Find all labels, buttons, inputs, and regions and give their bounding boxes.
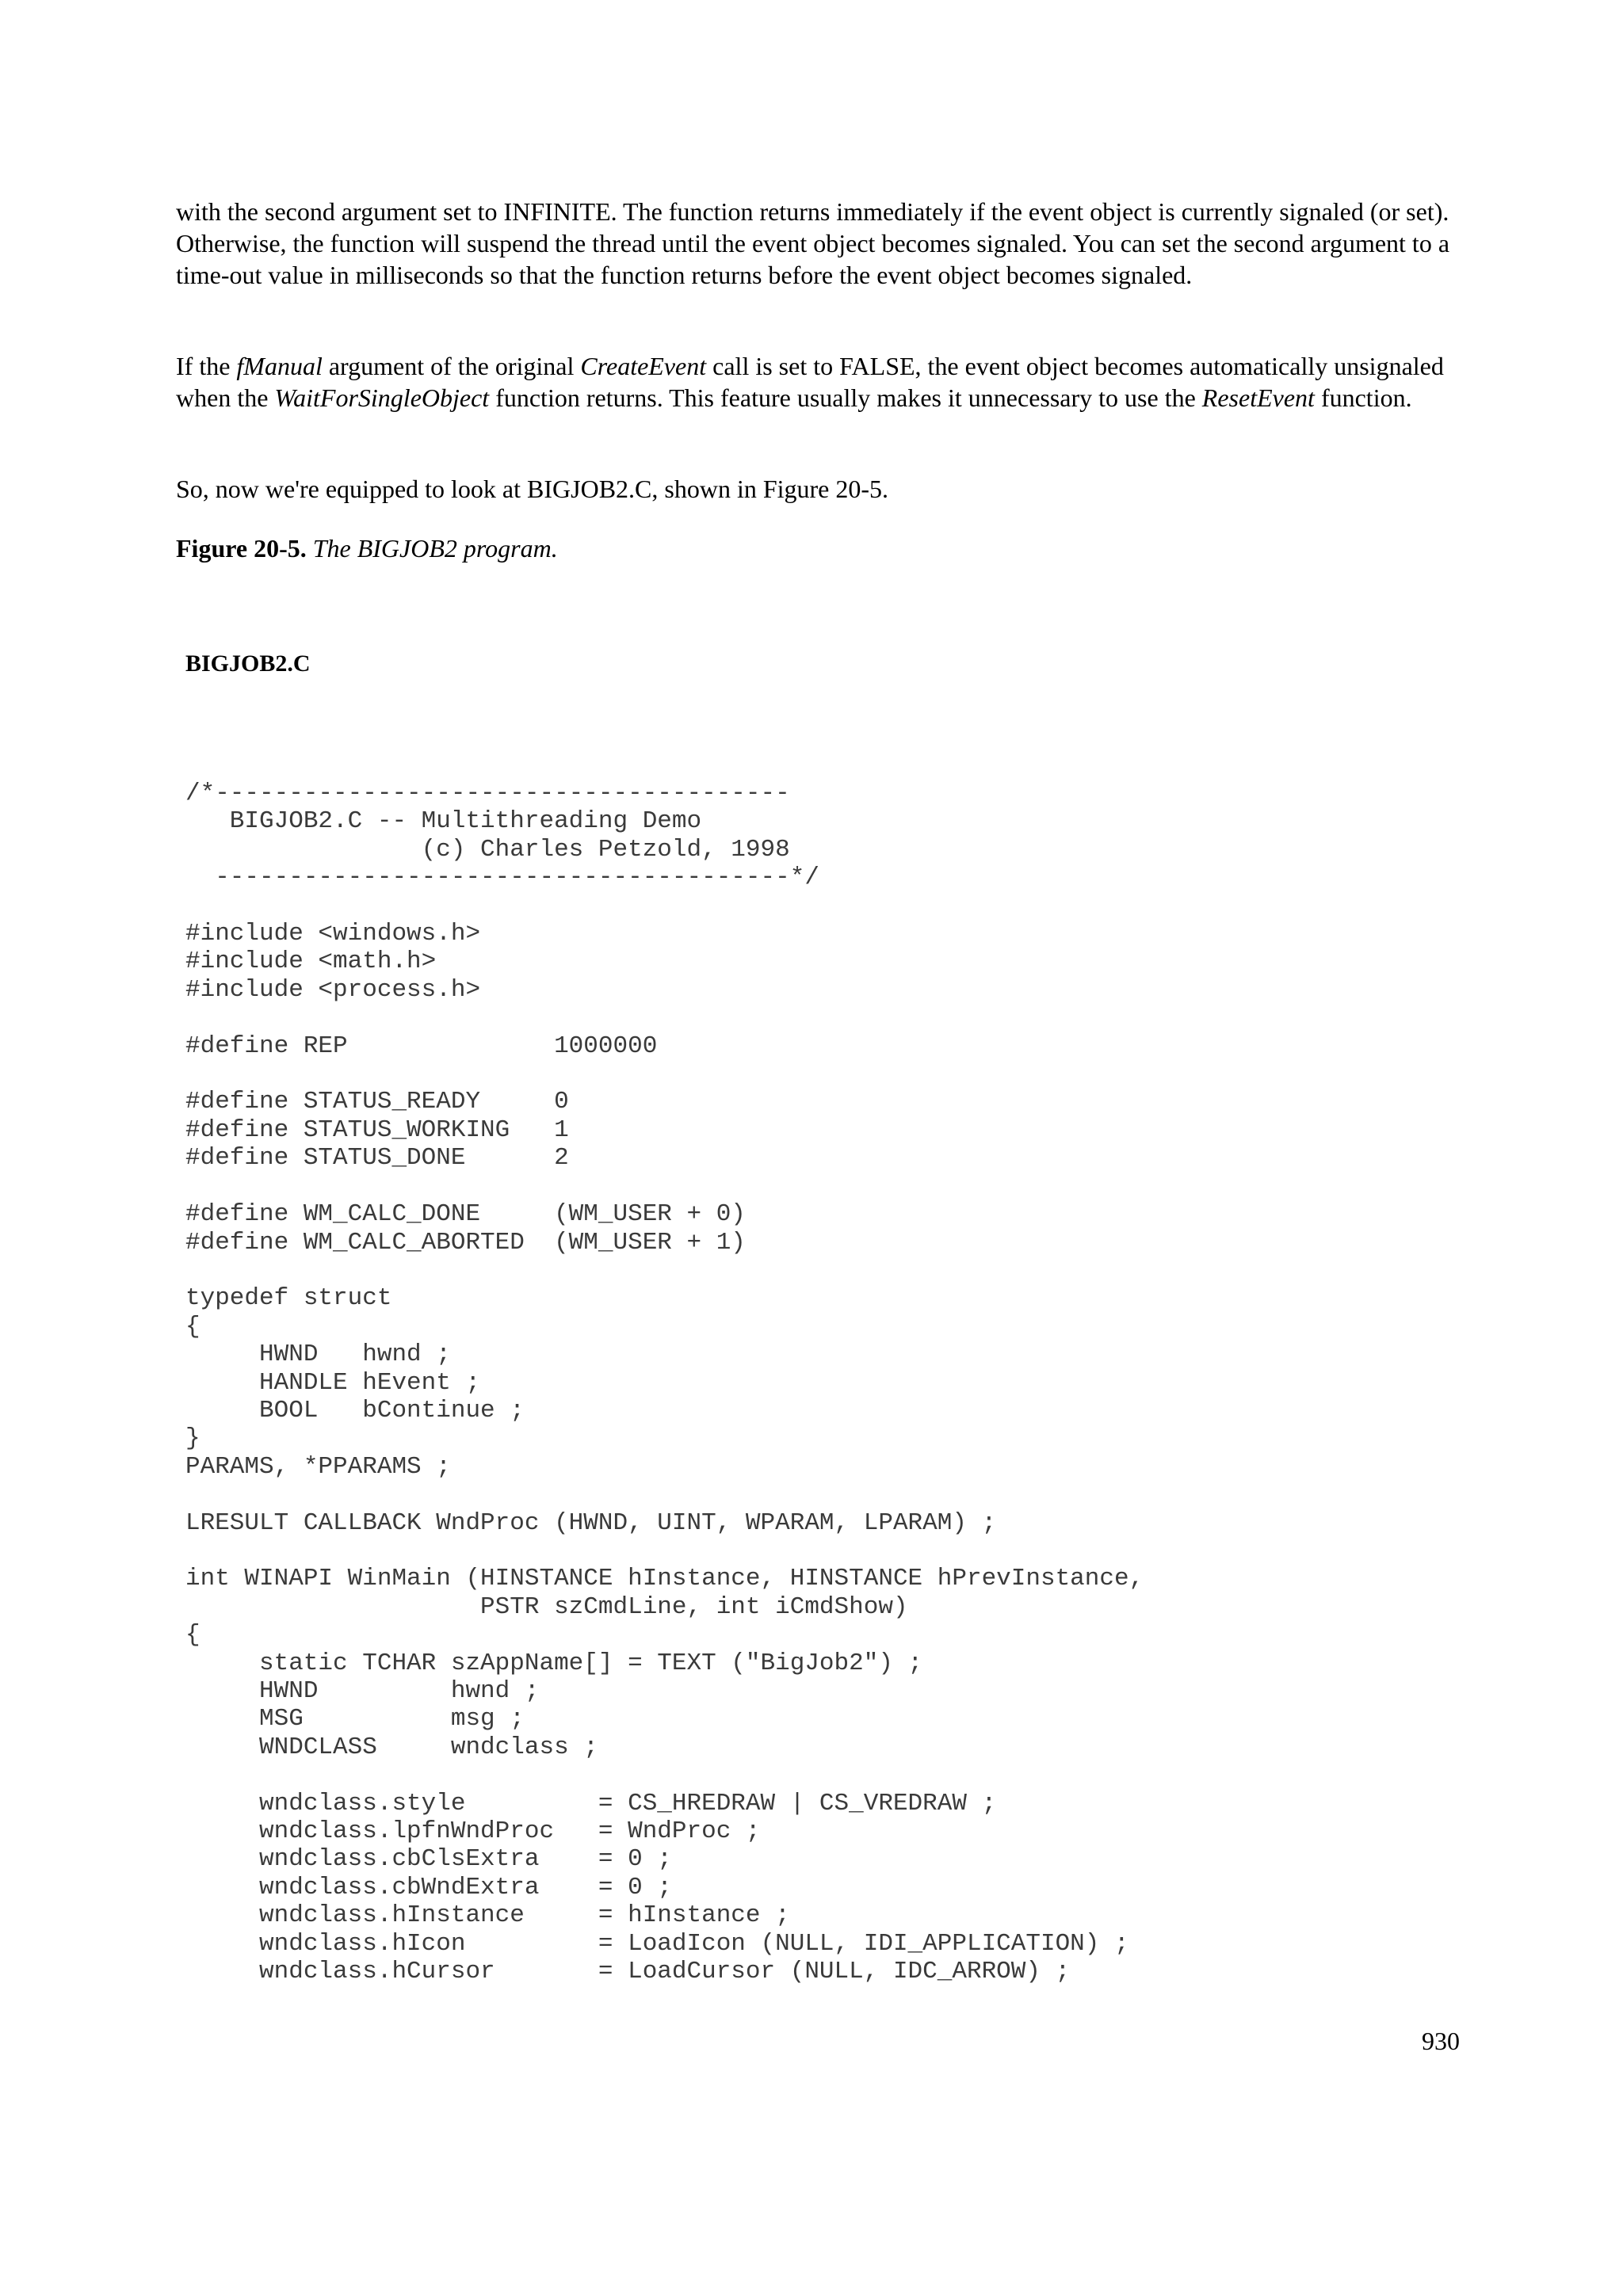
paragraph-text: So, now we're equipped to look at BIGJOB2.C, shown in Figure 20-5. <box>176 475 889 503</box>
italic-term-createevent: CreateEvent <box>580 352 707 380</box>
text-run: If the <box>176 352 237 380</box>
italic-term-resetevent: ResetEvent <box>1201 383 1315 412</box>
paragraph-text: with the second argument set to INFINITE. The function returns immediately if the event object is currently signaled (or set). Otherwise, the function will suspend the thread until the event object becomes signaled. You can set the second argument to a time-out value in milliseconds so that the function returns before the event object becomes signaled. <box>176 197 1450 289</box>
code-listing: /*--------------------------------------- BIGJOB2.C -- Multithreading Demo (c) Charles Petzold, 1998 ---------------------------------------*/ #include <windows.h> #include <math.h> #include <process.h> #define REP 1000000 #define STATUS_READY 0 #define STATUS_WORKING 1 #define STATUS_DONE 2 #define WM_CALC_DONE (WM_USER + 0) #define WM_CALC_ABORTED (WM_USER + 1) typedef struct { HWND hwnd ; HANDLE hEvent ; BOOL bContinue ; } PARAMS, *PPARAMS ; LRESULT CALLBACK WndProc (HWND, UINT, WPARAM, LPARAM) ; int WINAPI WinMain (HINSTANCE hInstance, HINSTANCE hPrevInstance, PSTR szCmdLine, int iCmdShow) { static TCHAR szAppName[] = TEXT ("BigJob2") ; HWND hwnd ; MSG msg ; WNDCLASS wndclass ; wndclass.style = CS_HREDRAW | CS_VREDRAW ; wndclass.lpfnWndProc = WndProc ; wndclass.cbClsExtra = 0 ; wndclass.cbWndExtra = 0 ; wndclass.hInstance = hInstance ; wndclass.hIcon = LoadIcon (NULL, IDI_APPLICATION) ; wndclass.hCursor = LoadCursor (NULL, IDC_ARROW) ; <box>185 780 1144 1986</box>
body-paragraph-3 <box>176 473 1452 505</box>
paragraph-text <box>176 350 1452 414</box>
body-paragraph-1 <box>176 196 1452 291</box>
italic-term-waitforsingleobject: WaitForSingleObject <box>274 383 490 412</box>
page-number: 930 <box>1422 2027 1460 2055</box>
figure-caption <box>176 532 1452 564</box>
text-run: function. <box>1314 383 1412 412</box>
text-run: function returns. This feature usually makes it unnecessary to use the <box>489 383 1202 412</box>
body-paragraph-2 <box>176 350 1452 414</box>
figure-caption-title: The BIGJOB2 program. <box>312 534 558 563</box>
text-run: argument of the original <box>322 352 581 380</box>
code-listing-title: BIGJOB2.C <box>185 650 311 677</box>
text-run: call is set to FALSE, the event object becomes automatically unsignaled when the <box>176 352 1444 412</box>
italic-term-fmanual: fManual <box>236 352 323 380</box>
figure-caption-label: Figure 20-5. <box>176 534 307 563</box>
